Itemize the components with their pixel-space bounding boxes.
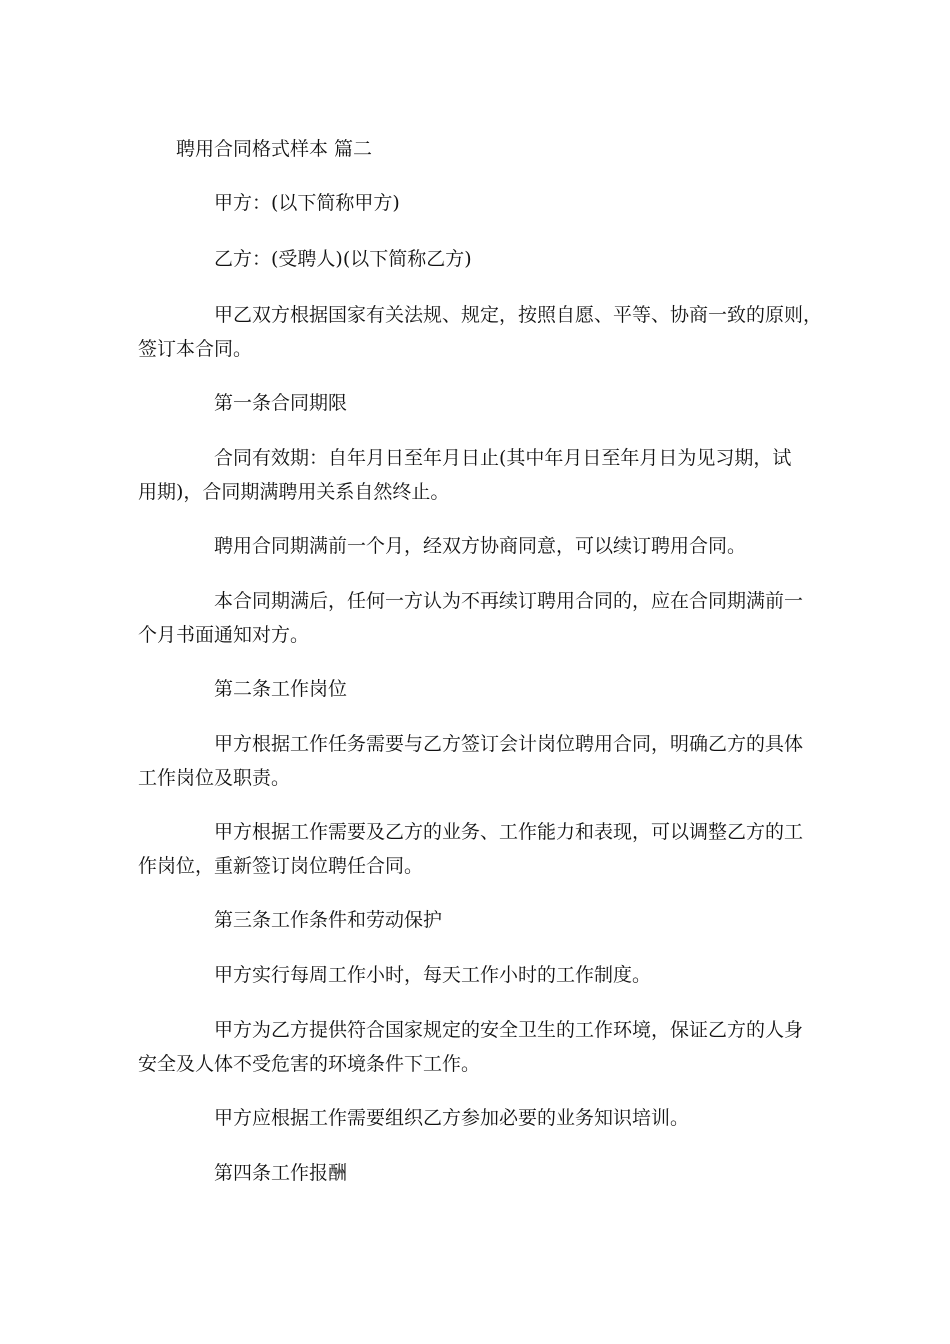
article-3-p3-line-1: 甲方应根据工作需要组织乙方参加必要的业务知识培训。	[214, 1107, 690, 1129]
intro-paragraph-line-2: 签订本合同。	[138, 338, 253, 360]
intro-paragraph-line-1: 甲乙双方根据国家有关法规、规定，按照自愿、平等、协商一致的原则，	[214, 304, 823, 326]
article-1-p1-line-2: 用期)，合同期满聘用关系自然终止。	[138, 481, 450, 503]
article-3-p2-line-2: 安全及人体不受危害的环境条件下工作。	[138, 1053, 481, 1075]
article-2-p2-line-1: 甲方根据工作需要及乙方的业务、工作能力和表现，可以调整乙方的工	[214, 821, 804, 843]
article-2-heading: 第二条工作岗位	[214, 678, 348, 700]
article-1-p1-line-1: 合同有效期：自年月日至年月日止(其中年月日至年月日为见习期，试	[214, 447, 792, 469]
party-a-line: 甲方：(以下简称甲方)	[214, 192, 400, 214]
article-2-p1-line-1: 甲方根据工作任务需要与乙方签订会计岗位聘用合同，明确乙方的具体	[214, 733, 804, 755]
article-4-heading: 第四条工作报酬	[214, 1162, 348, 1184]
document-title: 聘用合同格式样本 篇二	[176, 138, 373, 160]
article-1-p3-line-1: 本合同期满后，任何一方认为不再续订聘用合同的，应在合同期满前一	[214, 590, 804, 612]
article-2-p2-line-2: 作岗位，重新签订岗位聘任合同。	[138, 855, 424, 877]
article-1-p3-line-2: 个月书面通知对方。	[138, 624, 310, 646]
article-2-p1-line-2: 工作岗位及职责。	[138, 767, 291, 789]
party-b-line: 乙方：(受聘人)(以下简称乙方)	[214, 248, 472, 270]
article-1-p2-line-1: 聘用合同期满前一个月，经双方协商同意，可以续订聘用合同。	[214, 535, 747, 557]
article-1-heading: 第一条合同期限	[214, 392, 348, 414]
article-3-p2-line-1: 甲方为乙方提供符合国家规定的安全卫生的工作环境，保证乙方的人身	[214, 1019, 804, 1041]
article-3-p1-line-1: 甲方实行每周工作小时，每天工作小时的工作制度。	[214, 964, 652, 986]
article-3-heading: 第三条工作条件和劳动保护	[214, 909, 443, 931]
